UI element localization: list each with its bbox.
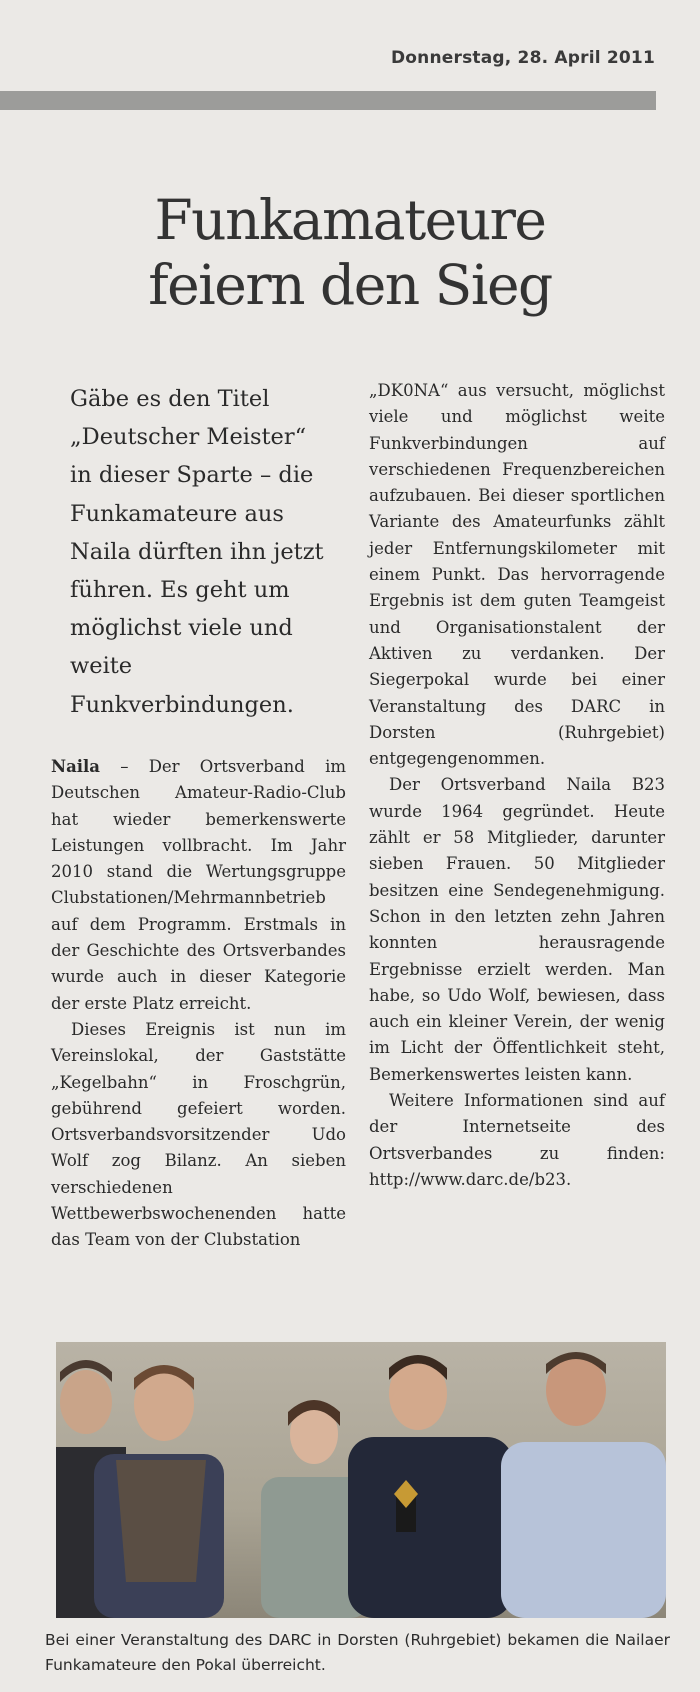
- body-paragraph-3: Der Ortsverband Naila B23 wurde 1964 gegründet. Heute zählt er 58 Mitglieder, darunter sieben Frauen. 50 Mitglieder besitzen eine Sendegenehmigung. Schon in den letzten zehn Jahren konnten herausragende Ergebnisse erzielt werden. Man habe, so Udo Wolf, bewiesen, dass auch ein kleiner Verein, der wenig im Licht der Öffentlichkeit steht, Bemerkenswertes leisten kann.: [369, 775, 665, 1084]
- photo-caption: Bei einer Veranstaltung des DARC in Dorsten (Ruhrgebiet) bekamen die Nailaer Funkamateure den Pokal überreicht.: [45, 1631, 670, 1674]
- person-2: [94, 1365, 224, 1618]
- person-5: [501, 1352, 666, 1618]
- lead-paragraph: Gäbe es den Titel „Deutscher Meister“ in dieser Sparte – die Funkamateure aus Naila dürften ihn jetzt führen. Es geht um möglichst viele und weite Funkverbindungen.: [70, 386, 324, 718]
- group-photo: [56, 1342, 666, 1618]
- location-label: Naila: [51, 757, 101, 776]
- person-4: [348, 1355, 513, 1618]
- body-paragraph-1: [51, 754, 346, 1017]
- article-column-right: [369, 378, 665, 1193]
- headline-line-1: Funkamateure: [154, 188, 546, 252]
- headline-line-2: feiern den Sieg: [148, 253, 552, 317]
- group-photo-illustration: [56, 1342, 666, 1618]
- body-paragraph-4: Weitere Informationen sind auf der Internetseite des Ortsverbandes zu finden: http://www.darc.de/b23.: [369, 1091, 665, 1189]
- body-paragraph-1-text: – Der Ortsverband im Deutschen Amateur-Radio-Club hat wieder bemerkenswerte Leistungen vollbracht. Im Jahr 2010 stand die Wertungsgruppe Clubstationen/Mehrmannbetrieb auf dem Programm. Erstmals in der Geschichte des Ortsverbandes wurde auch in dieser Kategorie der erste Platz erreicht.: [51, 757, 346, 1013]
- headline: [0, 188, 700, 318]
- header-rule: [0, 91, 656, 110]
- article-column-left: [51, 754, 346, 1254]
- body-paragraph-2: Dieses Ereignis ist nun im Vereinslokal, der Gaststätte „Kegelbahn“ in Froschgrün, gebührend gefeiert worden. Ortsverbandsvorsitzender Udo Wolf zog Bilanz. An sieben verschiedenen Wettbewerbswochenenden hatte das Team von der Clubstation: [51, 1019, 346, 1250]
- body-paragraph-2-continued: „DK0NA“ aus versucht, möglichst viele und möglichst weite Funkverbindungen auf verschiedenen Frequenzbereichen aufzubauen. Bei dieser sportlichen Variante des Amateurfunks zählt jeder Entfernungskilometer mit einem Punkt. Das hervorragende Ergebnis ist dem guten Teamgeist und Organisationstalent der Aktiven zu verdanken. Der Siegerpokal wurde bei einer Veranstaltung des DARC in Dorsten (Ruhrgebiet) entgegengenommen.: [369, 381, 665, 769]
- dateline: Donnerstag, 28. April 2011: [390, 48, 655, 68]
